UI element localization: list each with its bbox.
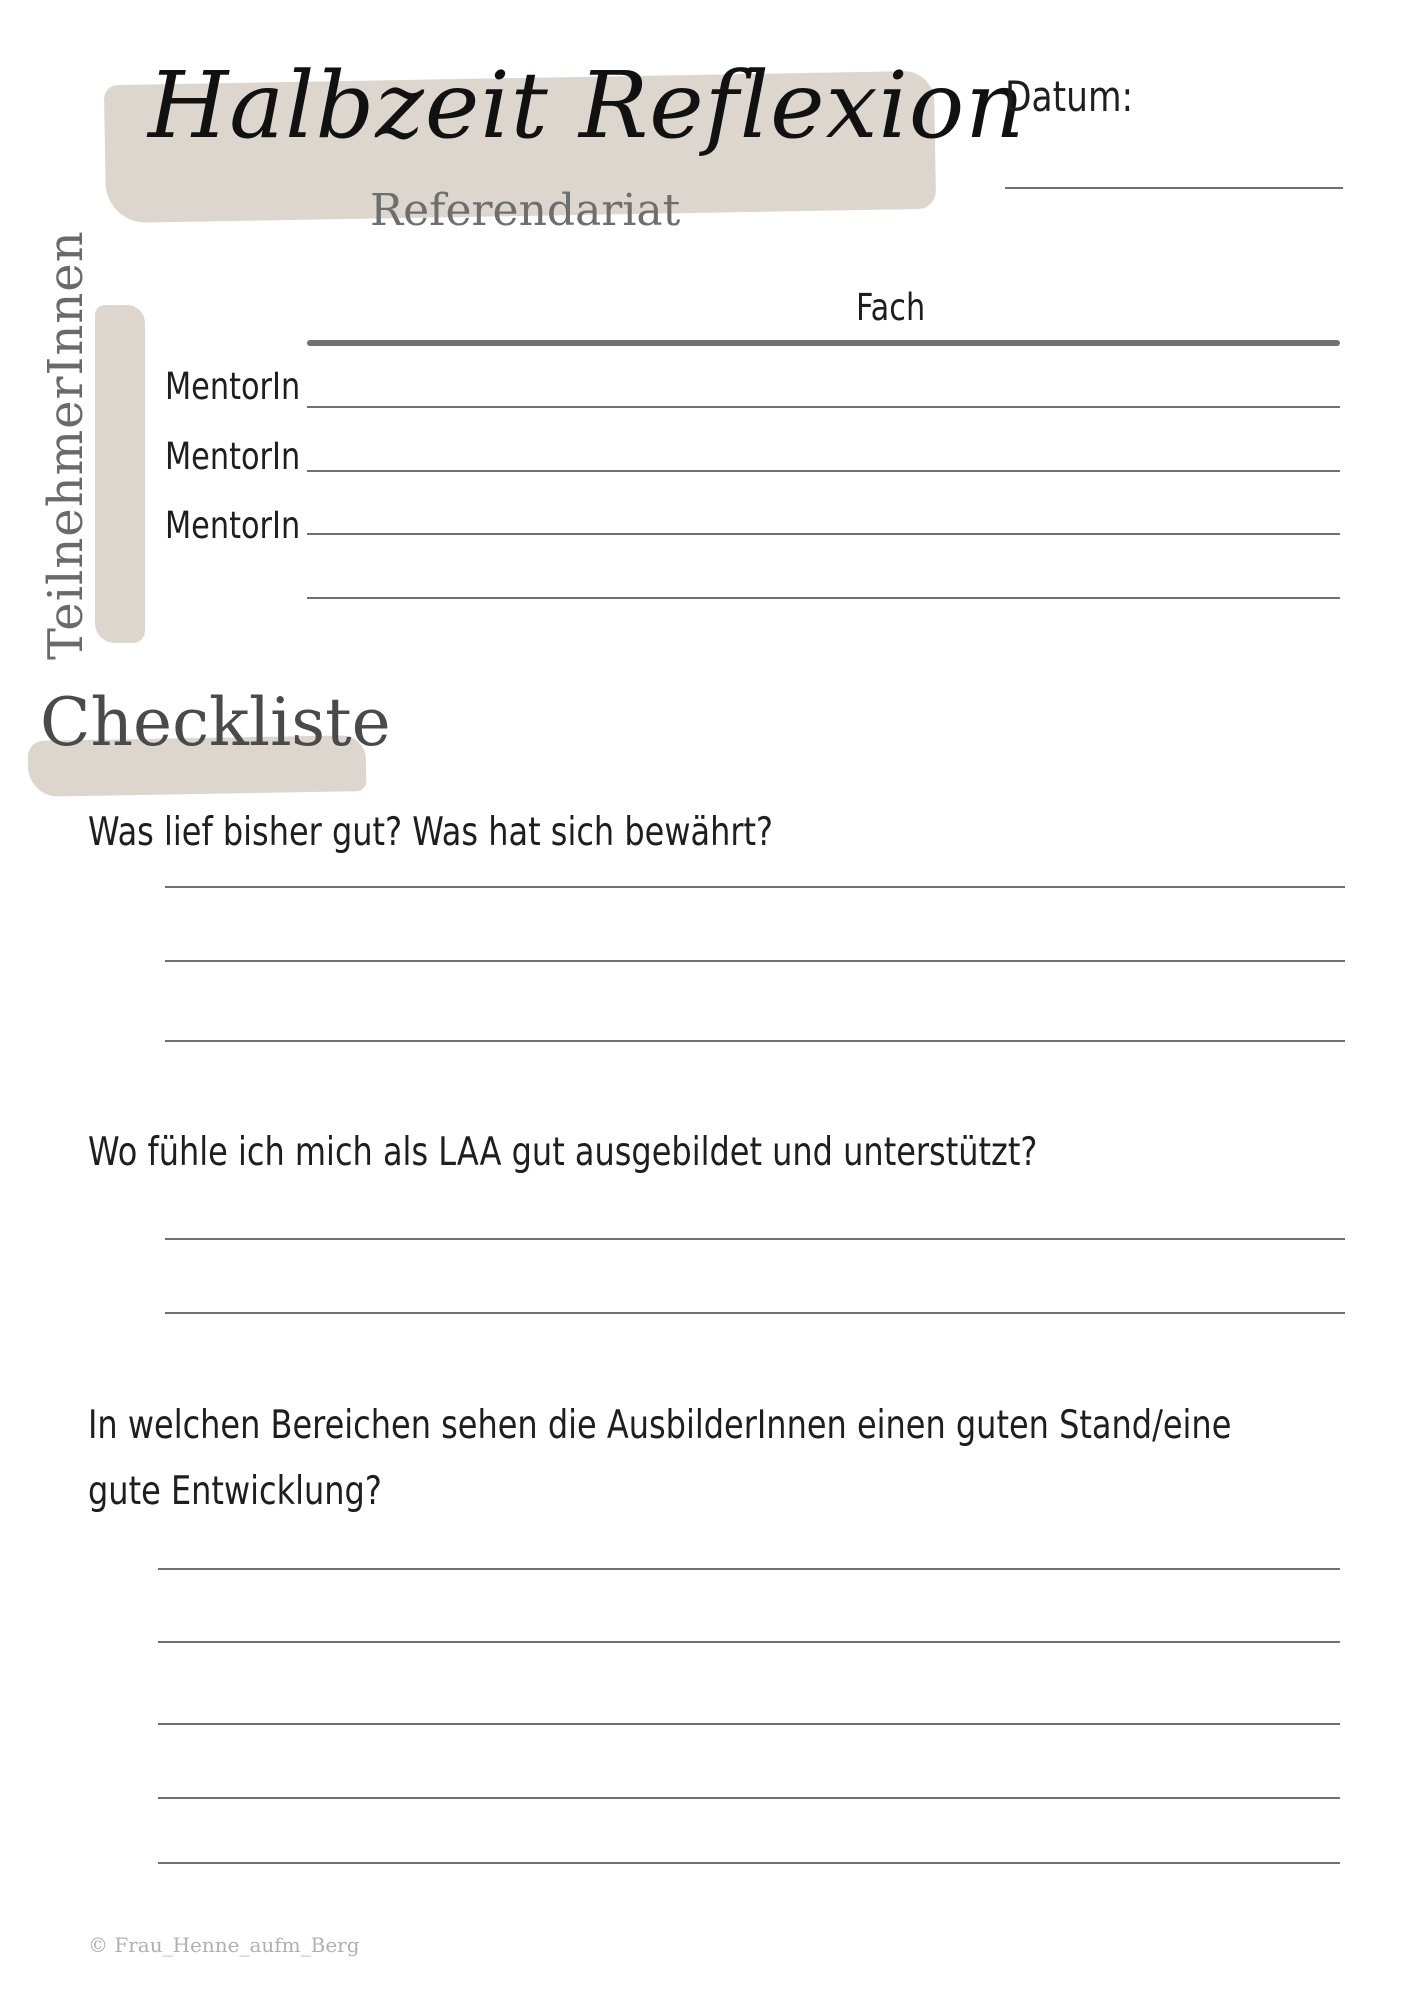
answer-line-q3-1[interactable] bbox=[158, 1568, 1340, 1570]
checklist-heading: Checkliste bbox=[40, 684, 391, 761]
answer-line-q3-2[interactable] bbox=[158, 1641, 1340, 1643]
participants-brush-stroke bbox=[95, 305, 145, 643]
page-title: Halbzeit Reflexion bbox=[148, 52, 1026, 159]
copyright-notice: © Frau_Henne_aufm_Berg bbox=[88, 1933, 360, 1957]
answer-line-q1-2[interactable] bbox=[165, 960, 1345, 962]
mentor-line-4[interactable] bbox=[307, 597, 1340, 599]
mentor-label-3: MentorIn bbox=[165, 504, 301, 547]
answer-line-q2-1[interactable] bbox=[165, 1238, 1345, 1240]
question-3: In welchen Bereichen sehen die AusbilderInnen einen guten Stand/eine gute Entwicklung? bbox=[88, 1403, 1232, 1514]
subject-header: Fach bbox=[856, 286, 926, 329]
answer-line-q1-1[interactable] bbox=[165, 886, 1345, 888]
date-field-line[interactable] bbox=[1005, 187, 1343, 189]
date-label: Datum: bbox=[1005, 72, 1134, 121]
subject-header-rule bbox=[307, 340, 1340, 346]
mentor-label-1: MentorIn bbox=[165, 365, 301, 408]
mentor-line-2[interactable] bbox=[307, 470, 1340, 472]
question-1: Was lief bisher gut? Was hat sich bewährt? bbox=[88, 810, 774, 855]
question-2: Wo fühle ich mich als LAA gut ausgebildet und unterstützt? bbox=[88, 1130, 1038, 1175]
answer-line-q3-4[interactable] bbox=[158, 1797, 1340, 1799]
mentor-label-2: MentorIn bbox=[165, 435, 301, 478]
mentor-line-1[interactable] bbox=[307, 406, 1340, 408]
answer-line-q3-5[interactable] bbox=[158, 1862, 1340, 1864]
participants-vertical-label: TeilnehmerInnen bbox=[38, 230, 94, 660]
mentor-line-3[interactable] bbox=[307, 533, 1340, 535]
answer-line-q1-3[interactable] bbox=[165, 1040, 1345, 1042]
answer-line-q3-3[interactable] bbox=[158, 1723, 1340, 1725]
answer-line-q2-2[interactable] bbox=[165, 1312, 1345, 1314]
page-subtitle: Referendariat bbox=[370, 185, 681, 236]
